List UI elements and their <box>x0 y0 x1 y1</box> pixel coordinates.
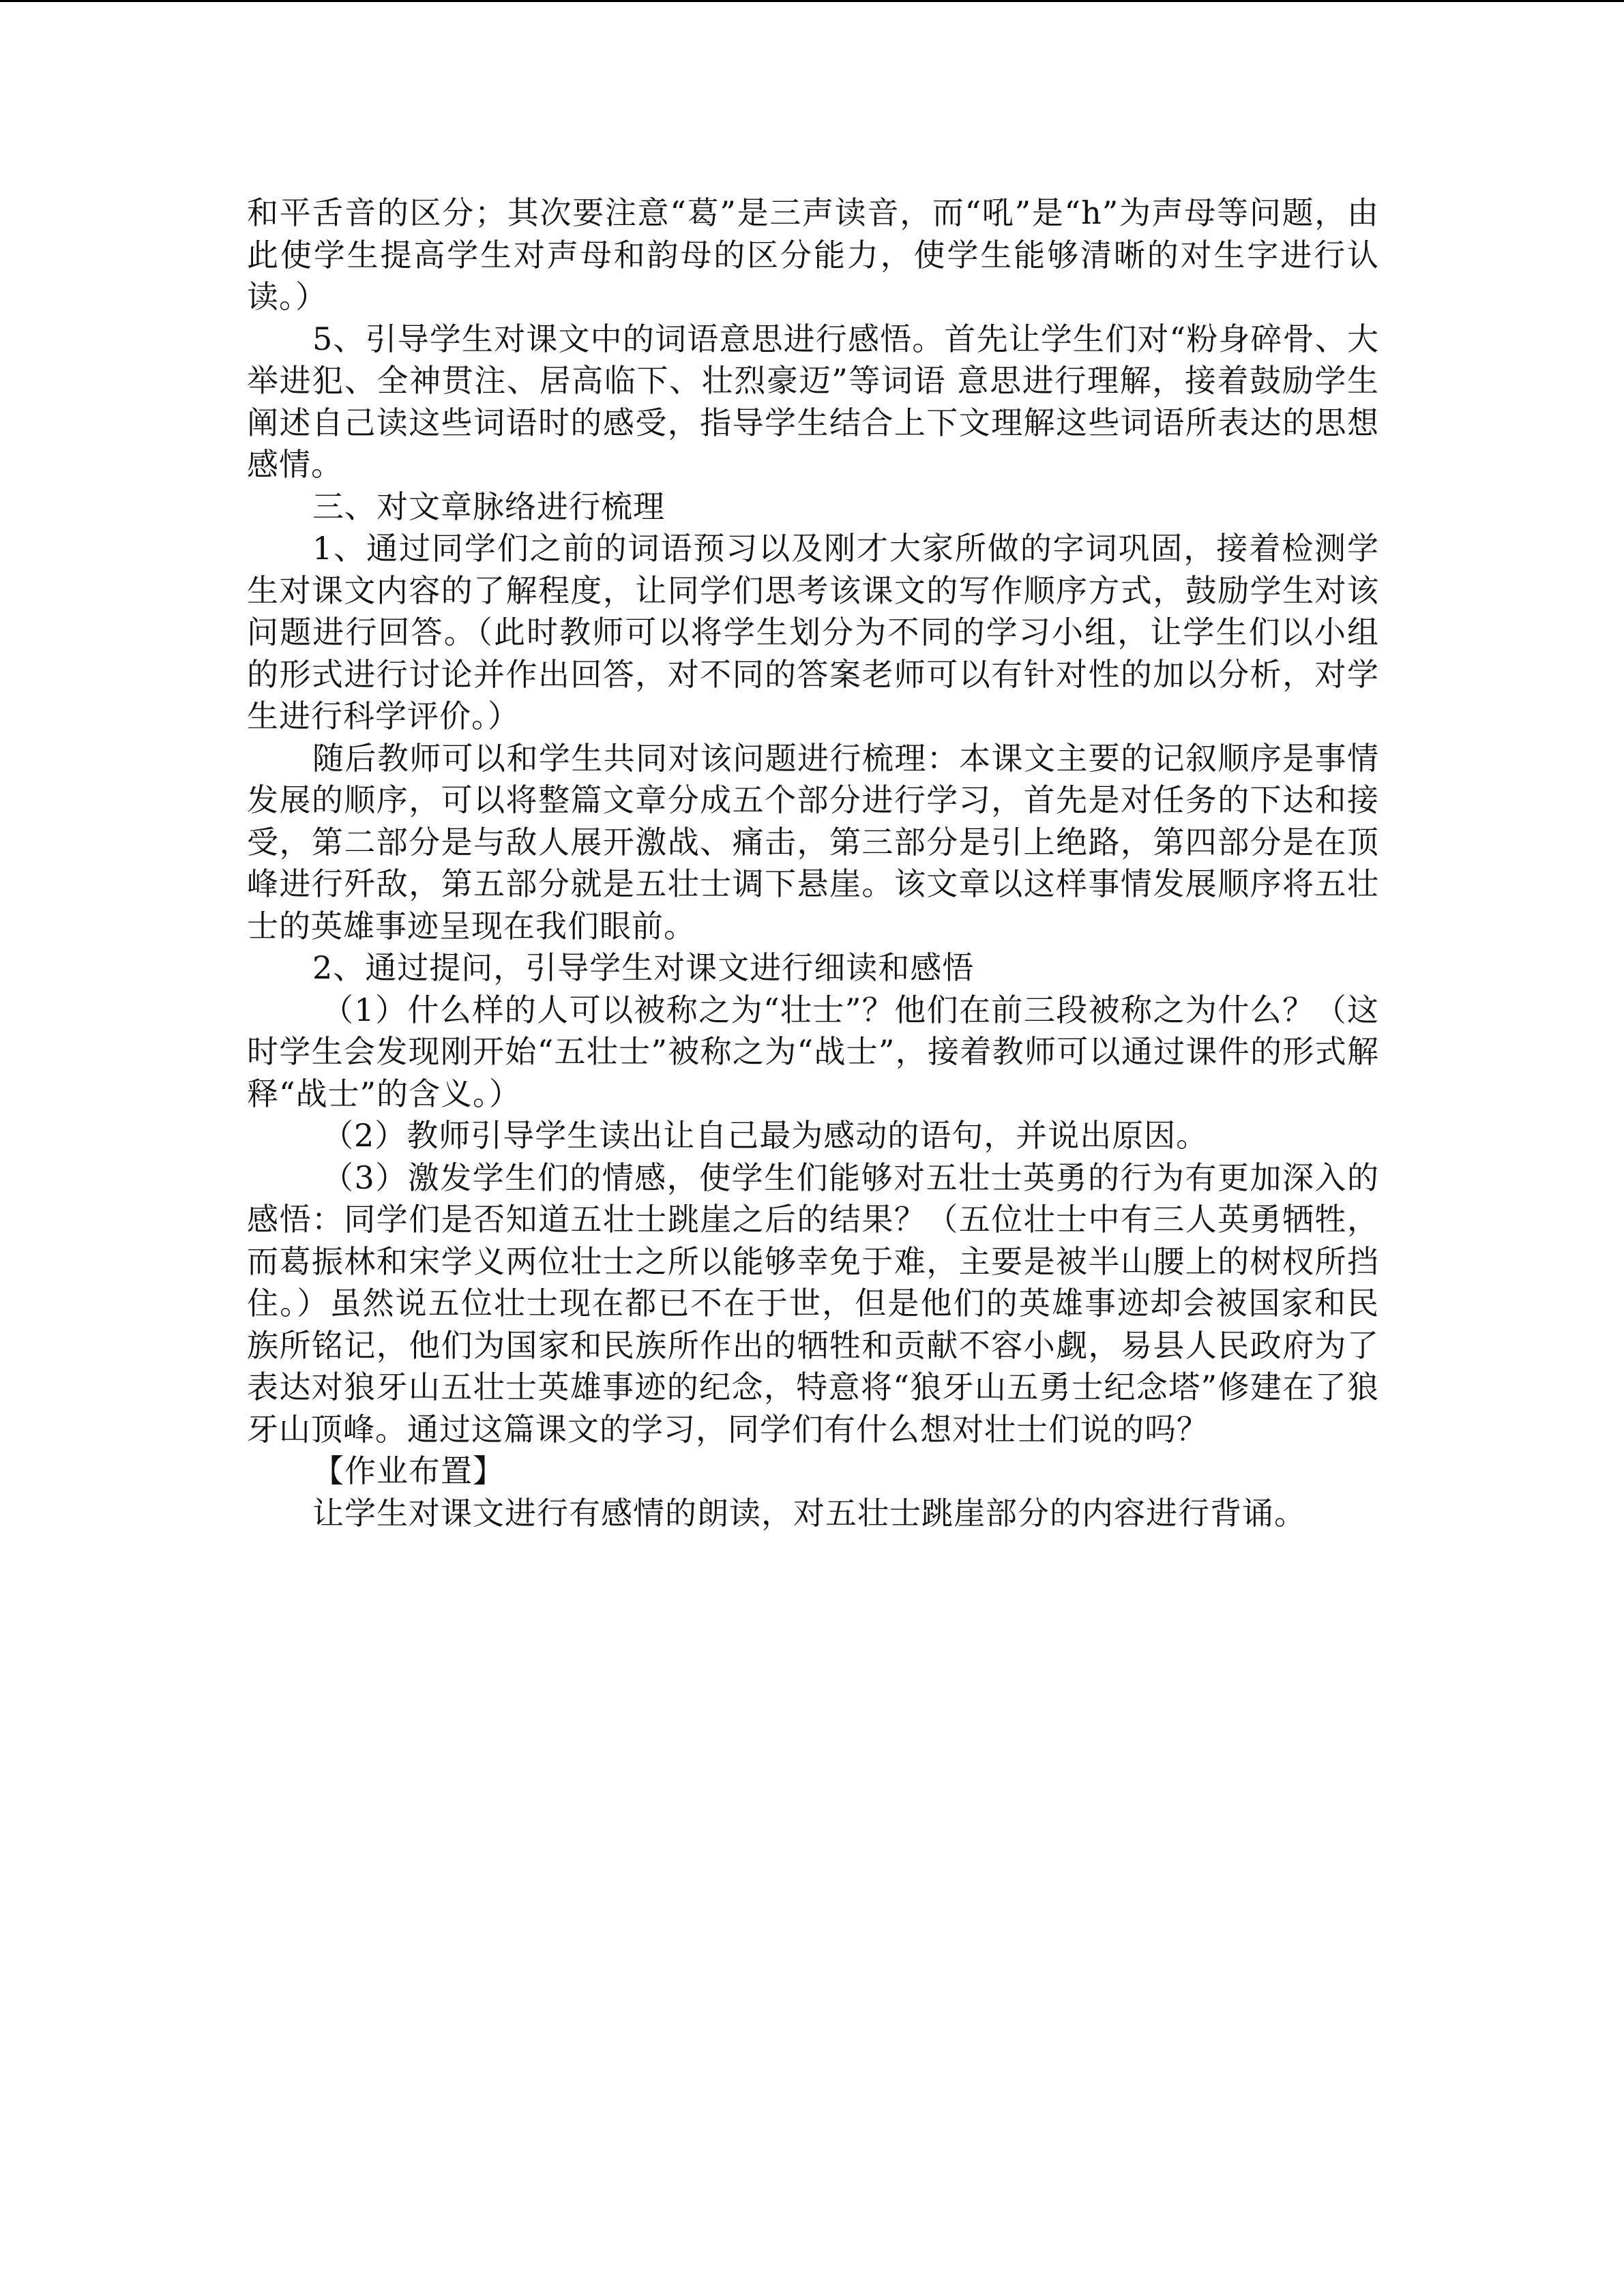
paragraph-narrative-order: 随后教师可以和学生共同对该问题进行梳理：本课文主要的记叙顺序是事情发展的顺序，可以将整篇文章分成五个部分进行学习，首先是对任务的下达和接受，第二部分是与敌人展开激战、痛击，第三部分是引上绝路，第四部分是在顶峰进行歼敌，第五部分就是五壮士调下悬崖。该文章以这样事情发展顺序将五壮士的英雄事迹呈现在我们眼前。 <box>247 739 1379 944</box>
paragraph-homework: 让学生对课文进行有感情的朗读，对五壮士跳崖部分的内容进行背诵。 <box>312 1494 1306 1532</box>
document-body <box>247 192 1379 1534</box>
paragraph-step-5-word-meaning: 5、引导学生对课文中的词语意思进行感悟。首先让学生们对“粉身碎骨、大举进犯、全神贯注、居高临下、壮烈豪迈”等词语 意思进行理解，接着鼓励学生阐述自己读这些词语时的感受，指导学生结合上下文理解这些词语所表达的思想感情。 <box>247 320 1379 483</box>
paragraph-pinyin-note: 和平舌音的区分；其次要注意“葛”是三声读音，而“吼”是“h”为声母等问题，由此使学生提高学生对声母和韵母的区分能力，使学生能够清晰的对生字进行认读。） <box>247 194 1379 315</box>
section-heading-homework: 【作业布置】 <box>312 1452 505 1489</box>
page-top-border <box>0 0 1624 2</box>
paragraph-question-2: （2）教师引导学生读出让自己最为感动的语句，并说出原因。 <box>322 1117 1209 1154</box>
paragraph-question-1: （1）什么样的人可以被称之为“壮士”？他们在前三段被称之为什么？（这时学生会发现刚开始“五壮士”被称之为“战士”，接着教师可以通过课件的形式解释“战士”的含义。） <box>247 991 1379 1112</box>
paragraph-step-2-close-reading: 2、通过提问，引导学生对课文进行细读和感悟 <box>312 949 975 986</box>
section-heading-structure: 三、对文章脉络进行梳理 <box>312 488 665 525</box>
paragraph-step-1-writing-order: 1、通过同学们之前的词语预习以及刚才大家所做的字词巩固，接着检测学生对课文内容的了解程度，让同学们思考该课文的写作顺序方式，鼓励学生对该问题进行回答。（此时教师可以将学生划分为不同的学习小组，让学生们以小组的形式进行讨论并作出回答，对不同的答案老师可以有针对性的加以分析，对学生进行科学评价。） <box>247 530 1379 734</box>
paragraph-question-3: （3）激发学生们的情感，使学生们能够对五壮士英勇的行为有更加深入的感悟：同学们是否知道五壮士跳崖之后的结果？（五位壮士中有三人英勇牺牲，而葛振林和宋学义两位壮士之所以能够幸免于难，主要是被半山腰上的树杈所挡住。）虽然说五位壮士现在都已不在于世，但是他们的英雄事迹却会被国家和民族所铭记，他们为国家和民族所作出的牺牲和贡献不容小觑，易县人民政府为了表达对狼牙山五壮士英雄事迹的纪念，特意将“狼牙山五勇士纪念塔”修建在了狼牙山顶峰。通过这篇课文的学习，同学们有什么想对壮士们说的吗？ <box>247 1159 1379 1448</box>
